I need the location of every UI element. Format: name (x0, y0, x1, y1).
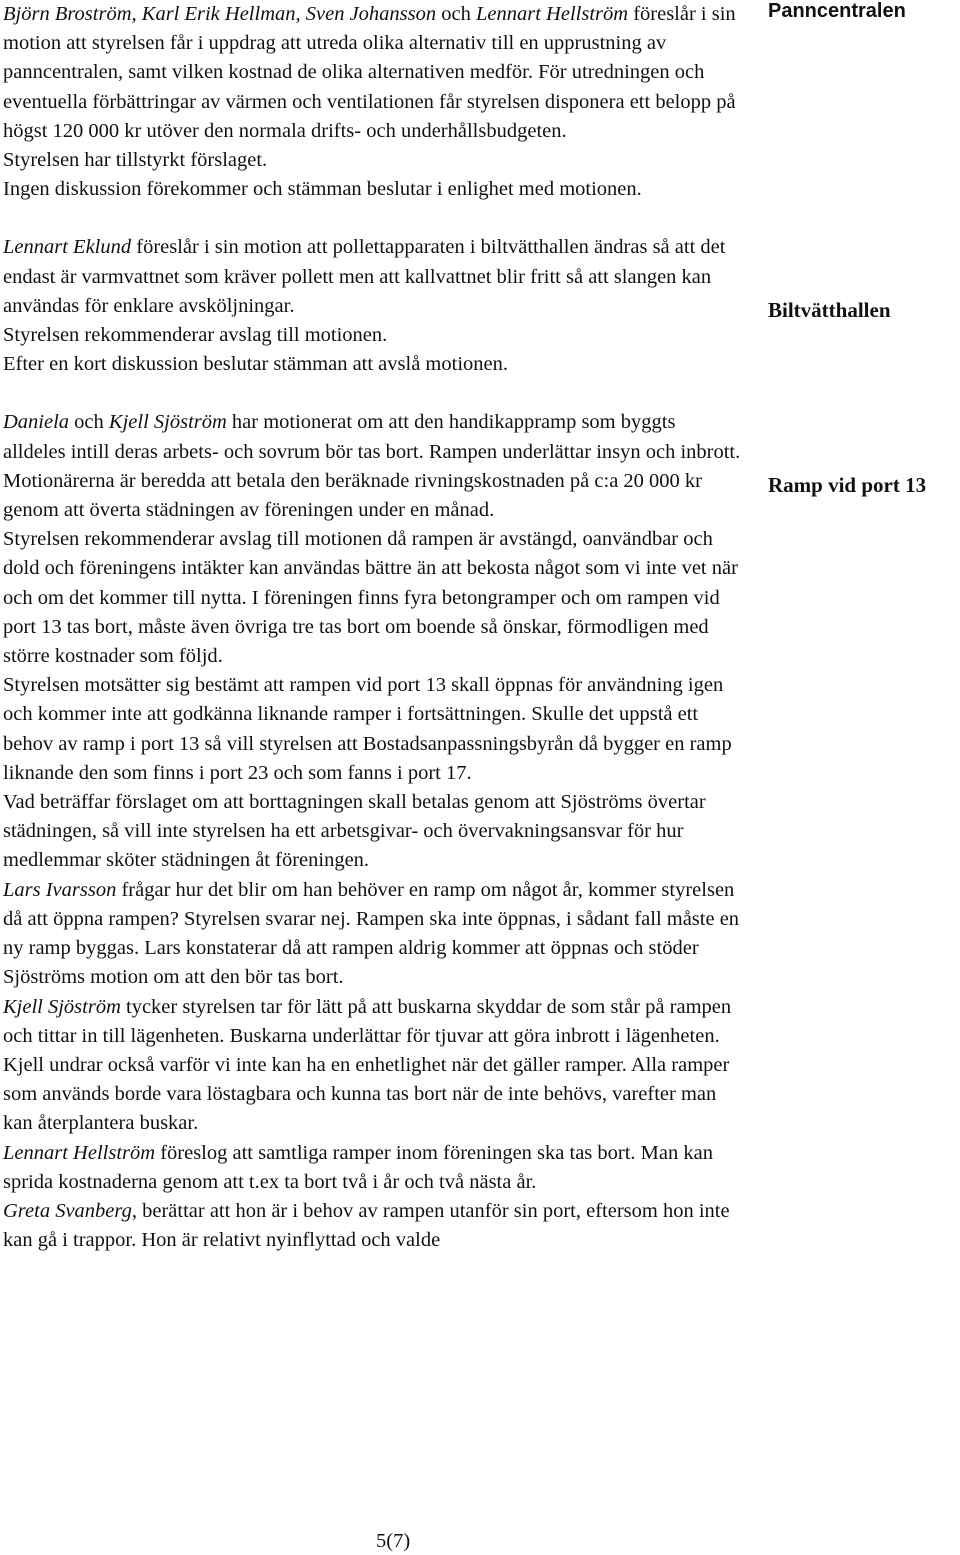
paragraph (3, 1139, 743, 1197)
paragraph (3, 993, 743, 1139)
text-run: frågar hur det blir om han behöver en ramp om något år, kommer styrelsen då att öppna rampen? Styrelsen svarar nej. Rampen ska inte öppnas, i sådant fall måste en ny ramp byggas. Lars konstaterar då att rampen aldrig kommer att öppnas och stöder Sjöströms motion om att den bör tas bort. (3, 878, 740, 989)
paragraph (3, 175, 743, 204)
paragraph (3, 321, 743, 350)
text-run: och (436, 3, 476, 25)
text-run: föreslog att samtliga ramper inom föreningen ska tas bort. Man kan sprida kostnaderna genom att t.ex ta bort två i år och två nästa år. (3, 1141, 713, 1193)
person-name: Lennart Eklund (3, 236, 132, 259)
page-number: 5(7) (376, 1530, 411, 1552)
text-run: Ingen diskussion förekommer och stämman beslutar i enlighet med motionen. (3, 178, 642, 201)
text-run: och (69, 411, 109, 434)
text-run: Styrelsen motsätter sig bestämt att rampen vid port 13 skall öppnas för användning igen och kommer inte att godkänna liknande ramper i fortsättningen. Skulle det uppstå ett behov av ramp i port 13 så vill styrelsen att Bostadsanpassningsbyrån då bygger en ramp liknande den som finns i port 23 och som fanns i port 17. (3, 674, 732, 784)
person-name: Greta Svanberg (3, 1199, 132, 1222)
section-panncentralen (3, 0, 743, 204)
paragraph (3, 671, 743, 788)
paragraph (3, 525, 743, 671)
paragraph (3, 350, 743, 379)
text-run: Styrelsen rekommenderar avslag till motionen då rampen är avstängd, oanvändbar och dold och föreningens intäkter kan användas bättre än att bekosta något som vi inte vet när och om det kommer till nytta. I föreningen finns fyra betongramper och om rampen vid port 13 tas bort, måste även övriga tre tas bort om boende så önskar, förmodligen med större kostnader som följd. (3, 528, 738, 668)
section-ramp-port-13 (3, 408, 743, 1255)
text-run: tycker styrelsen tar för lätt på att buskarna skyddar de som står på rampen och tittar in till lägenheten. Buskarna underlättar för tjuvar att göra inbrott i lägenheten. Kjell undrar också varför vi inte kan ha en enhetlighet när det gäller ramper. Alla ramper som används borde vara löstagbara och kunna tas bort när de inte behövs, varefter man kan återplantera buskar. (3, 995, 732, 1135)
document-body (3, 0, 743, 1255)
text-run: Vad beträffar förslaget om att borttagningen skall betalas genom att Sjöströms övertar städningen, så vill inte styrelsen ha ett arbetsgivar- och övervakningsansvar för hur medlemmar sköter städningen åt föreningen. (3, 791, 706, 872)
text-run: Styrelsen rekommenderar avslag till motionen. (3, 324, 388, 347)
person-name: Kjell Sjöström (108, 411, 227, 434)
heading-panncentralen: Panncentralen (768, 0, 906, 22)
person-name: Kjell Sjöström (3, 995, 121, 1018)
paragraph (3, 1197, 743, 1255)
text-run: , berättar att hon är i behov av rampen utanför sin port, eftersom hon inte kan gå i trappor. Hon är relativt nyinflyttad och valde (3, 1199, 730, 1252)
paragraph (3, 876, 743, 993)
paragraph (3, 788, 743, 876)
heading-ramp-port-13: Ramp vid port 13 (768, 473, 927, 497)
heading-biltvatthallen: Biltvätthallen (768, 298, 891, 322)
text-run: Styrelsen har tillstyrkt förslaget. (3, 149, 268, 172)
text-run: Efter en kort diskussion beslutar stämman att avslå motionen. (3, 353, 508, 376)
person-name: Lennart Hellström (3, 1141, 156, 1164)
text-run: föreslår i sin motion att pollettapparaten i biltvätthallen ändras så att det endast är varmvattnet som kräver pollett men att kallvattnet blir fritt så att slangen kan användas för enklare avsköljningar. (3, 236, 726, 317)
text-run: föreslår i sin motion att styrelsen får i uppdrag att utreda olika alternativ till en upprustning av panncentralen, samt vilken kostnad de olika alternativen medför. För utredningen och eventuella förbättringar av värmen och ventilationen får styrelsen disponera ett belopp på högst 120 000 kr utöver den normala drifts- och underhållsbudgeten. (3, 3, 736, 142)
section-biltvatthallen (3, 233, 743, 379)
person-name: Daniela (3, 411, 70, 434)
paragraph (3, 0, 743, 146)
paragraph (3, 146, 743, 175)
text-run: har motionerat om att den handikappramp som byggts alldeles intill deras arbets- och sovrum bör tas bort. Rampen underlättar insyn och inbrott. Motionärerna är beredda att betala den beräknade rivningskostnaden på c:a 20 000 kr genom att överta städningen av föreningen under en månad. (3, 411, 741, 522)
person-name: Lars Ivarsson (3, 878, 117, 901)
person-name: Lennart Hellström (476, 3, 629, 25)
paragraph (3, 408, 743, 525)
person-name: Björn Broström, Karl Erik Hellman, Sven Johansson (3, 3, 437, 25)
paragraph (3, 233, 743, 321)
